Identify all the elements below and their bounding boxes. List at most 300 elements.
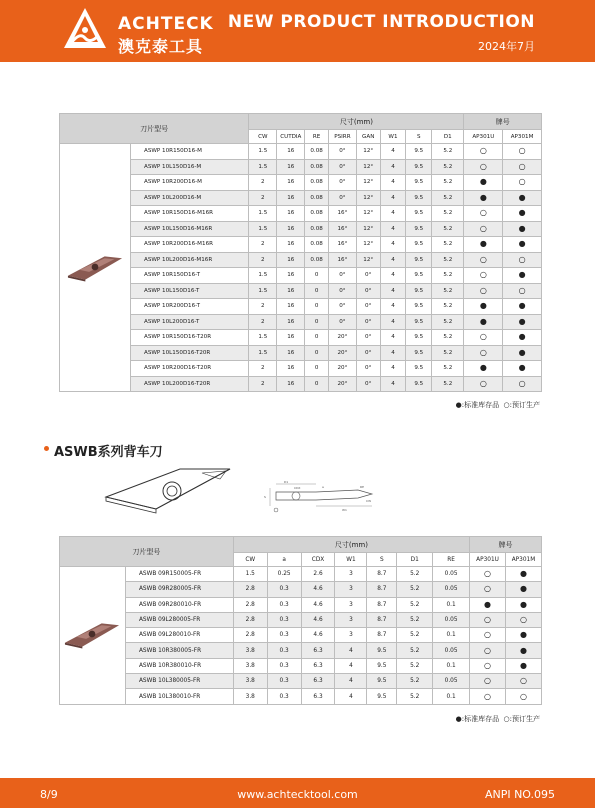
col-header-cw: CW [249, 130, 277, 144]
dimension-cell: 5.2 [432, 221, 464, 237]
model-cell: ASWP 10L200D16-T [131, 314, 249, 330]
table-row [60, 376, 542, 392]
dimension-cell: 16 [277, 299, 305, 315]
dimension-cell: 9.5 [406, 345, 432, 361]
grade-availability-cell: ● [505, 582, 541, 597]
table-row [60, 567, 542, 582]
model-cell: ASWB 09R280010-FR [125, 597, 233, 612]
dimension-cell: 9.5 [406, 221, 432, 237]
dimension-cell: 16° [328, 237, 356, 253]
dimension-cell: 0° [328, 190, 356, 206]
grade-availability-cell: ○ [464, 206, 503, 222]
dimension-cell: 5.2 [432, 299, 464, 315]
model-cell: ASWP 10L200D16-M16R [131, 252, 249, 268]
drawing-label-d1: D1 [284, 480, 289, 484]
dimension-cell: 3.8 [233, 658, 267, 673]
dimension-cell: 0.3 [267, 658, 301, 673]
dimension-cell: 3.8 [233, 689, 267, 704]
dimension-cell: 16 [277, 268, 305, 284]
dimension-cell: 4.6 [301, 582, 335, 597]
dimension-cell: 16 [277, 159, 305, 175]
dimension-cell: 4 [335, 689, 367, 704]
dimension-cell: 2.8 [233, 597, 267, 612]
dimension-cell: 4.6 [301, 628, 335, 643]
dimensions-header: 尺寸(mm) [249, 114, 464, 130]
grade-availability-cell: ○ [505, 689, 541, 704]
open-circle-icon: ○ [503, 401, 510, 409]
dimension-cell: 16° [328, 252, 356, 268]
grade-availability-cell: ○ [470, 643, 506, 658]
dimension-cell: 1.5 [249, 268, 277, 284]
grade-availability-cell: ● [470, 597, 506, 612]
dimension-cell: 4 [380, 376, 406, 392]
grade-availability-cell: ● [503, 237, 542, 253]
page-number: 8/9 [40, 788, 58, 801]
dimension-cell: 0 [305, 268, 329, 284]
section-bullet-icon [44, 446, 49, 451]
grade-availability-cell: ● [505, 643, 541, 658]
model-cell: ASWB 09R280005-FR [125, 582, 233, 597]
dimension-cell: 12° [356, 159, 380, 175]
dimension-cell: 4 [380, 206, 406, 222]
grade-availability-cell: ● [503, 190, 542, 206]
dimension-cell: 5.2 [397, 597, 433, 612]
dimension-cell: 1.5 [249, 159, 277, 175]
dimension-cell: 9.5 [406, 314, 432, 330]
dimension-cell: 8.7 [367, 582, 397, 597]
model-cell: ASWP 10L150D16-M [131, 159, 249, 175]
dimension-cell: 9.5 [367, 674, 397, 689]
col-header-s: S [406, 130, 432, 144]
grade-availability-cell: ○ [470, 567, 506, 582]
dimension-cell: 4 [380, 268, 406, 284]
dimension-cell: 0.05 [433, 612, 470, 627]
grade-availability-cell: ○ [470, 582, 506, 597]
model-cell: ASWB 09L280010-FR [125, 628, 233, 643]
table-row [60, 674, 542, 689]
dimension-cell: 0.08 [305, 190, 329, 206]
dimension-cell: 0.3 [267, 689, 301, 704]
model-cell: ASWP 10R150D16-T20R [131, 330, 249, 346]
dimension-cell: 0 [305, 330, 329, 346]
drawing-label-re: RE [360, 485, 364, 489]
dimension-cell: 20° [328, 376, 356, 392]
drawing-label-s: S [264, 495, 266, 499]
dimension-cell: 5.2 [397, 674, 433, 689]
model-column-header-2: 刀片型号 [60, 537, 234, 567]
dimension-cell: 9.5 [406, 237, 432, 253]
dimension-cell: 0 [305, 283, 329, 299]
table-row [60, 612, 542, 627]
dimension-cell: 4 [335, 658, 367, 673]
grade-availability-cell: ● [464, 299, 503, 315]
grade-availability-cell: ○ [503, 175, 542, 191]
dimension-cell: 3 [335, 628, 367, 643]
dimension-cell: 0.3 [267, 582, 301, 597]
model-cell: ASWP 10L150D16-T20R [131, 345, 249, 361]
model-cell: ASWP 10R150D16-M16R [131, 206, 249, 222]
website-link[interactable]: www.achtecktool.com [237, 788, 358, 801]
table-row [60, 330, 542, 346]
dimension-cell: 0° [328, 159, 356, 175]
col-header-cdx: CDX [301, 553, 335, 567]
col-header-gan: GAN [356, 130, 380, 144]
dimension-cell: 8.7 [367, 567, 397, 582]
table-row [60, 283, 542, 299]
dimension-cell: 0° [356, 268, 380, 284]
dimension-cell: 0.3 [267, 612, 301, 627]
dimension-cell: 0° [328, 268, 356, 284]
dimension-cell: 5.2 [397, 582, 433, 597]
dimension-cell: 1.5 [249, 345, 277, 361]
dimension-cell: 4 [380, 190, 406, 206]
dimension-cell: 0.05 [433, 582, 470, 597]
dimension-cell: 0° [356, 330, 380, 346]
dimension-cell: 3 [335, 597, 367, 612]
dimension-cell: 9.5 [406, 190, 432, 206]
model-cell: ASWP 10L200D16-M [131, 190, 249, 206]
drawing-label-cdx: CDX [294, 486, 301, 490]
legend-order: 预订生产 [512, 715, 540, 723]
grade-availability-cell: ● [503, 314, 542, 330]
dimension-cell: 6.3 [301, 658, 335, 673]
grade-availability-cell: ○ [470, 612, 506, 627]
aswp-insert-image-icon [66, 252, 124, 282]
dimension-cell: 4 [335, 643, 367, 658]
section-title-aswb: ASWB系列背车刀 [54, 445, 163, 460]
dimension-cell: 0.08 [305, 237, 329, 253]
col-header-re: RE [305, 130, 329, 144]
table-row [60, 628, 542, 643]
grade-availability-cell: ● [503, 268, 542, 284]
model-cell: ASWP 10L150D16-M16R [131, 221, 249, 237]
dimension-cell: 0.05 [433, 567, 470, 582]
grade-availability-cell: ○ [470, 674, 506, 689]
dimension-cell: 4 [380, 237, 406, 253]
model-cell: ASWP 10R200D16-T20R [131, 361, 249, 377]
grade-availability-cell: ○ [464, 268, 503, 284]
page-header [0, 0, 595, 62]
dimension-cell: 8.7 [367, 612, 397, 627]
aswb-insert-image-icon [63, 619, 121, 649]
dimension-cell: 0 [305, 299, 329, 315]
dimension-cell: 16 [277, 361, 305, 377]
table-row [60, 237, 542, 253]
model-cell: ASWB 10L380010-FR [125, 689, 233, 704]
dimension-cell: 2 [249, 237, 277, 253]
dimension-cell: 20° [328, 361, 356, 377]
dimension-cell: 0° [356, 314, 380, 330]
dimension-cell: 2 [249, 314, 277, 330]
dimension-cell: 0° [356, 361, 380, 377]
grade-availability-cell: ○ [464, 221, 503, 237]
col-header-w1: W1 [380, 130, 406, 144]
dimension-cell: 3.8 [233, 674, 267, 689]
dimension-cell: 9.5 [406, 175, 432, 191]
dimension-cell: 4 [380, 314, 406, 330]
dimension-cell: 4 [380, 159, 406, 175]
col-header-ap301m-2: AP301M [505, 553, 541, 567]
table-row [60, 597, 542, 612]
table-row [60, 206, 542, 222]
table-row [60, 299, 542, 315]
dimension-cell: 12° [356, 206, 380, 222]
table-row [60, 314, 542, 330]
dimension-cell: 0 [305, 314, 329, 330]
model-cell: ASWP 10R200D16-T [131, 299, 249, 315]
dimension-cell: 4 [380, 221, 406, 237]
dimension-cell: 0.05 [433, 674, 470, 689]
dimension-cell: 0.08 [305, 159, 329, 175]
drawing-label-w1: W1 [342, 508, 347, 512]
dimension-cell: 1.5 [233, 567, 267, 582]
model-cell: ASWP 10R150D16-T [131, 268, 249, 284]
model-cell: ASWB 09L280005-FR [125, 612, 233, 627]
dimension-cell: 4 [380, 283, 406, 299]
dimension-cell: 0.08 [305, 252, 329, 268]
dimension-cell: 0° [328, 299, 356, 315]
grade-availability-cell: ○ [464, 330, 503, 346]
dimension-cell: 9.5 [406, 252, 432, 268]
dimension-cell: 1.5 [249, 206, 277, 222]
dimension-cell: 12° [356, 252, 380, 268]
grade-availability-cell: ○ [470, 689, 506, 704]
grade-availability-cell: ● [503, 361, 542, 377]
dimension-cell: 1.5 [249, 221, 277, 237]
model-cell: ASWP 10R150D16-M [131, 144, 249, 160]
dimension-cell: 2.8 [233, 612, 267, 627]
dimension-cell: 2 [249, 376, 277, 392]
dimension-cell: 3 [335, 612, 367, 627]
dimension-cell: 2.8 [233, 628, 267, 643]
table-row [60, 689, 542, 704]
grade-header: 牌号 [464, 114, 542, 130]
model-cell: ASWB 09R150005-FR [125, 567, 233, 582]
dimension-cell: 3 [335, 567, 367, 582]
grade-availability-cell: ○ [464, 252, 503, 268]
dimension-cell: 5.2 [432, 376, 464, 392]
dimension-cell: 6.3 [301, 674, 335, 689]
table-row [60, 159, 542, 175]
dimension-cell: 6.3 [301, 643, 335, 658]
table2-legend: ●:标准库存品 ○:预订生产 [455, 715, 540, 723]
grade-availability-cell: ○ [503, 376, 542, 392]
grade-availability-cell: ○ [464, 345, 503, 361]
dimension-cell: 16 [277, 144, 305, 160]
dimension-cell: 5.2 [432, 314, 464, 330]
dimension-cell: 16 [277, 237, 305, 253]
model-cell: ASWB 10R380010-FR [125, 658, 233, 673]
dimension-cell: 9.5 [367, 658, 397, 673]
dimension-cell: 0° [328, 144, 356, 160]
table-row [60, 190, 542, 206]
dimension-cell: 9.5 [406, 159, 432, 175]
dimension-cell: 3 [335, 582, 367, 597]
dimension-cell: 0.3 [267, 628, 301, 643]
grade-availability-cell: ● [503, 330, 542, 346]
achteck-logo-icon [62, 6, 108, 52]
table-row [60, 582, 542, 597]
grade-availability-cell: ○ [470, 658, 506, 673]
dimension-cell: 5.2 [397, 628, 433, 643]
dimension-cell: 16 [277, 283, 305, 299]
dimension-cell: 0.08 [305, 221, 329, 237]
dimension-cell: 5.2 [432, 330, 464, 346]
model-cell: ASWP 10R200D16-M16R [131, 237, 249, 253]
dimension-cell: 16 [277, 206, 305, 222]
dimension-cell: 9.5 [367, 643, 397, 658]
grade-availability-cell: ○ [470, 628, 506, 643]
dimension-cell: 2.6 [301, 567, 335, 582]
dimension-cell: 2 [249, 299, 277, 315]
dimension-cell: 16 [277, 221, 305, 237]
table-row [60, 361, 542, 377]
dimension-cell: 2 [249, 252, 277, 268]
dimension-cell: 0° [356, 299, 380, 315]
dimension-cell: 5.2 [432, 283, 464, 299]
dimension-cell: 0.05 [433, 643, 470, 658]
grade-availability-cell: ● [464, 314, 503, 330]
dimension-cell: 16 [277, 190, 305, 206]
dimensions-header-2: 尺寸(mm) [233, 537, 469, 553]
model-cell: ASWB 10R380005-FR [125, 643, 233, 658]
dimension-cell: 0.1 [433, 658, 470, 673]
dimension-cell: 5.2 [432, 190, 464, 206]
drawing-label-cw: CW [366, 499, 372, 503]
dimension-cell: 0.1 [433, 597, 470, 612]
dimension-cell: 9.5 [406, 268, 432, 284]
document-number: ANPI NO.095 [484, 788, 555, 801]
dimension-cell: 4.6 [301, 597, 335, 612]
table-row [60, 268, 542, 284]
dimension-cell: 0.1 [433, 689, 470, 704]
col-header-w1-2: W1 [335, 553, 367, 567]
dimension-cell: 16 [277, 376, 305, 392]
brand-name-cn: 澳克泰工具 [118, 37, 204, 56]
dimension-cell: 5.2 [432, 175, 464, 191]
dimension-cell: 5.2 [397, 689, 433, 704]
grade-availability-cell: ○ [503, 159, 542, 175]
grade-availability-cell: ○ [464, 159, 503, 175]
legend-stock: 标准库存品 [464, 715, 500, 723]
dimension-cell: 12° [356, 237, 380, 253]
dimension-cell: 5.2 [432, 268, 464, 284]
dimension-cell: 0° [356, 345, 380, 361]
filled-circle-icon: ● [455, 715, 462, 723]
legend-stock: 标准库存品 [464, 401, 500, 409]
dimension-cell: 0.08 [305, 144, 329, 160]
dimension-cell: 6.3 [301, 689, 335, 704]
dimension-cell: 9.5 [406, 330, 432, 346]
dimension-cell: 2 [249, 175, 277, 191]
grade-availability-cell: ● [503, 299, 542, 315]
dimension-cell: 5.2 [432, 361, 464, 377]
grade-availability-cell: ○ [505, 674, 541, 689]
dimension-cell: 1.5 [249, 144, 277, 160]
col-header-a: a [267, 553, 301, 567]
legend-order: 预订生产 [512, 401, 540, 409]
grade-availability-cell: ● [503, 221, 542, 237]
dimension-cell: 4.6 [301, 612, 335, 627]
grade-availability-cell: ● [464, 190, 503, 206]
table-row [60, 643, 542, 658]
dimension-cell: 0° [356, 283, 380, 299]
header-title: NEW PRODUCT INTRODUCTION [227, 12, 535, 32]
grade-availability-cell: ○ [464, 376, 503, 392]
table-row [60, 144, 542, 160]
col-header-cw-2: CW [233, 553, 267, 567]
dimension-cell: 16° [328, 206, 356, 222]
table-row [60, 175, 542, 191]
dimension-cell: 0 [305, 361, 329, 377]
aswp-spec-table [59, 113, 542, 392]
col-header-d1-2: D1 [397, 553, 433, 567]
model-cell: ASWB 10L380005-FR [125, 674, 233, 689]
dimension-cell: 1.5 [249, 283, 277, 299]
dimension-cell: 0.1 [433, 628, 470, 643]
dimension-cell: 5.2 [432, 144, 464, 160]
dimension-cell: 1.5 [249, 330, 277, 346]
dimension-cell: 0.08 [305, 206, 329, 222]
dimension-cell: 9.5 [406, 299, 432, 315]
insert-image-cell [60, 144, 131, 392]
model-cell: ASWP 10L200D16-T20R [131, 376, 249, 392]
grade-availability-cell: ● [464, 175, 503, 191]
page-footer [0, 780, 595, 808]
col-header-ap301u: AP301U [464, 130, 503, 144]
table-row [60, 345, 542, 361]
grade-availability-cell: ● [503, 206, 542, 222]
dimension-cell: 4 [380, 299, 406, 315]
grade-availability-cell: ● [505, 567, 541, 582]
dimension-cell: 12° [356, 221, 380, 237]
header-date: 2024年7月 [478, 40, 535, 53]
grade-availability-cell: ● [503, 345, 542, 361]
dimension-cell: 5.2 [432, 345, 464, 361]
grade-availability-cell: ○ [503, 252, 542, 268]
dimension-cell: 20° [328, 345, 356, 361]
dimension-cell: 0° [328, 175, 356, 191]
dimension-cell: 12° [356, 144, 380, 160]
dimension-cell: 4 [380, 361, 406, 377]
drawing-label-a: a [322, 485, 324, 489]
dimension-cell: 4 [380, 330, 406, 346]
dimension-cell: 5.2 [397, 658, 433, 673]
dimension-cell: 2.8 [233, 582, 267, 597]
dimension-cell: 5.2 [397, 612, 433, 627]
dimension-cell: 16 [277, 314, 305, 330]
filled-circle-icon: ● [455, 401, 462, 409]
dimension-cell: 4 [380, 252, 406, 268]
grade-availability-cell: ○ [505, 612, 541, 627]
dimension-cell: 5.2 [432, 237, 464, 253]
dimension-cell: 0° [328, 283, 356, 299]
dimension-cell: 2 [249, 361, 277, 377]
dimension-cell: 0.08 [305, 175, 329, 191]
dimension-cell: 2 [249, 190, 277, 206]
col-header-cutdia: CUTDIA [277, 130, 305, 144]
grade-availability-cell: ● [505, 597, 541, 612]
dimension-cell: 4 [380, 175, 406, 191]
dimension-cell: 12° [356, 175, 380, 191]
brand-name-en: ACHTECK [118, 14, 214, 34]
dimension-cell: 8.7 [367, 597, 397, 612]
dimension-cell: 5.2 [432, 252, 464, 268]
table1-legend: ●:标准库存品 ○:预订生产 [455, 401, 540, 409]
model-cell: ASWP 10R200D16-M [131, 175, 249, 191]
dimension-cell: 0 [305, 345, 329, 361]
dimension-cell: 4 [380, 144, 406, 160]
